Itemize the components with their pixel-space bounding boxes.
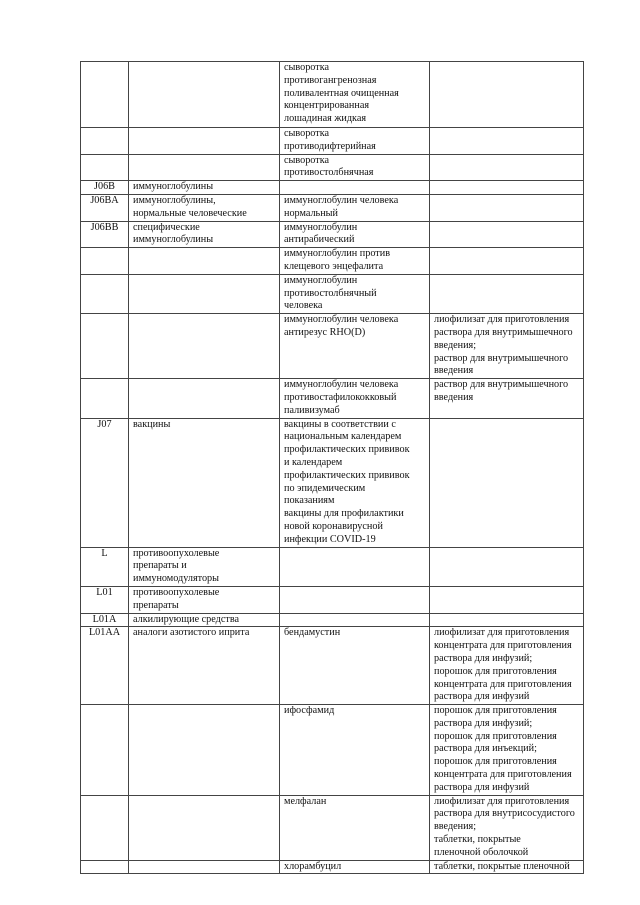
drug-name-cell [280, 613, 430, 627]
atc-code-cell: L01 [81, 586, 129, 613]
dosage-form-cell [430, 613, 584, 627]
dosage-form-cell [430, 221, 584, 248]
dosage-form-cell [430, 418, 584, 547]
atc-code-cell: L [81, 547, 129, 586]
group-name-cell [129, 274, 280, 313]
drug-name-cell: вакцины в соответствии с национальным календарем профилактических прививок и календарем профилактических прививок по эпидемическим показаниям вакцины для профилактики новой коронавирусной инфекции COVID-19 [280, 418, 430, 547]
drug-name-cell: мелфалан [280, 795, 430, 860]
drug-name-cell: сыворотка противодифтерийная [280, 128, 430, 155]
table-row [81, 154, 584, 181]
atc-code-cell: J06B [81, 181, 129, 195]
group-name-cell [129, 379, 280, 418]
drug-name-cell: иммуноглобулин человека нормальный [280, 194, 430, 221]
table-row [81, 705, 584, 796]
drug-name-cell: ифосфамид [280, 705, 430, 796]
drug-name-cell: бендамустин [280, 627, 430, 705]
table-body [81, 62, 584, 874]
atc-code-cell [81, 314, 129, 379]
group-name-cell: специфические иммуноглобулины [129, 221, 280, 248]
group-name-cell [129, 128, 280, 155]
group-name-cell [129, 795, 280, 860]
group-name-cell: противоопухолевые препараты и иммуномодуляторы [129, 547, 280, 586]
drug-name-cell: иммуноглобулин противостолбнячный человека [280, 274, 430, 313]
dosage-form-cell [430, 181, 584, 195]
dosage-form-cell: раствор для внутримышечного введения [430, 379, 584, 418]
drug-name-cell [280, 586, 430, 613]
dosage-form-cell: лиофилизат для приготовления раствора для внутримышечного введения; раствор для внутримышечного введения [430, 314, 584, 379]
dosage-form-cell [430, 274, 584, 313]
drug-name-cell: сыворотка противостолбнячная [280, 154, 430, 181]
table-row [81, 795, 584, 860]
group-name-cell [129, 705, 280, 796]
dosage-form-cell [430, 62, 584, 128]
table-row [81, 221, 584, 248]
atc-code-cell [81, 128, 129, 155]
group-name-cell: иммуноглобулины, нормальные человеческие [129, 194, 280, 221]
group-name-cell: алкилирующие средства [129, 613, 280, 627]
table-row [81, 194, 584, 221]
table-row [81, 418, 584, 547]
drug-name-cell [280, 181, 430, 195]
drug-name-cell [280, 547, 430, 586]
atc-code-cell [81, 705, 129, 796]
drug-name-cell: хлорамбуцил [280, 860, 430, 874]
atc-code-cell [81, 860, 129, 874]
dosage-form-cell [430, 194, 584, 221]
atc-code-cell [81, 248, 129, 275]
atc-code-cell: L01A [81, 613, 129, 627]
group-name-cell [129, 860, 280, 874]
drug-name-cell: иммуноглобулин против клещевого энцефалита [280, 248, 430, 275]
atc-code-cell [81, 154, 129, 181]
group-name-cell: аналоги азотистого иприта [129, 627, 280, 705]
group-name-cell [129, 248, 280, 275]
dosage-form-cell [430, 128, 584, 155]
atc-code-cell: J06BB [81, 221, 129, 248]
table-row [81, 627, 584, 705]
table-row [81, 547, 584, 586]
dosage-form-cell: лиофилизат для приготовления раствора для внутрисосудистого введения; таблетки, покрытые пленочной оболочкой [430, 795, 584, 860]
drug-name-cell: иммуноглобулин человека противостафилококковый паливизумаб [280, 379, 430, 418]
atc-code-cell: J07 [81, 418, 129, 547]
drug-name-cell: иммуноглобулин человека антирезус RHO(D) [280, 314, 430, 379]
group-name-cell [129, 314, 280, 379]
atc-code-cell [81, 274, 129, 313]
group-name-cell: иммуноглобулины [129, 181, 280, 195]
group-name-cell [129, 62, 280, 128]
table-row [81, 62, 584, 128]
atc-code-cell [81, 379, 129, 418]
atc-code-cell: J06BA [81, 194, 129, 221]
table-row [81, 860, 584, 874]
dosage-form-cell: лиофилизат для приготовления концентрата для приготовления раствора для инфузий; порошок для приготовления концентрата для приготовления раствора для инфузий [430, 627, 584, 705]
table-row [81, 128, 584, 155]
atc-code-cell [81, 62, 129, 128]
atc-code-cell: L01AA [81, 627, 129, 705]
table-row [81, 586, 584, 613]
table-row [81, 379, 584, 418]
dosage-form-cell: порошок для приготовления раствора для инфузий; порошок для приготовления раствора для инъекций; порошок для приготовления концентрата для приготовления раствора для инфузий [430, 705, 584, 796]
dosage-form-cell [430, 154, 584, 181]
table-row [81, 613, 584, 627]
table-row [81, 274, 584, 313]
drug-list-table [80, 61, 584, 874]
dosage-form-cell [430, 586, 584, 613]
dosage-form-cell: таблетки, покрытые пленочной [430, 860, 584, 874]
atc-code-cell [81, 795, 129, 860]
table-row [81, 248, 584, 275]
table-row [81, 314, 584, 379]
group-name-cell: противоопухолевые препараты [129, 586, 280, 613]
drug-name-cell: иммуноглобулин антирабический [280, 221, 430, 248]
drug-name-cell: сыворотка противогангренозная поливалентная очищенная концентрированная лошадиная жидкая [280, 62, 430, 128]
table-row [81, 181, 584, 195]
group-name-cell [129, 154, 280, 181]
group-name-cell: вакцины [129, 418, 280, 547]
dosage-form-cell [430, 248, 584, 275]
dosage-form-cell [430, 547, 584, 586]
